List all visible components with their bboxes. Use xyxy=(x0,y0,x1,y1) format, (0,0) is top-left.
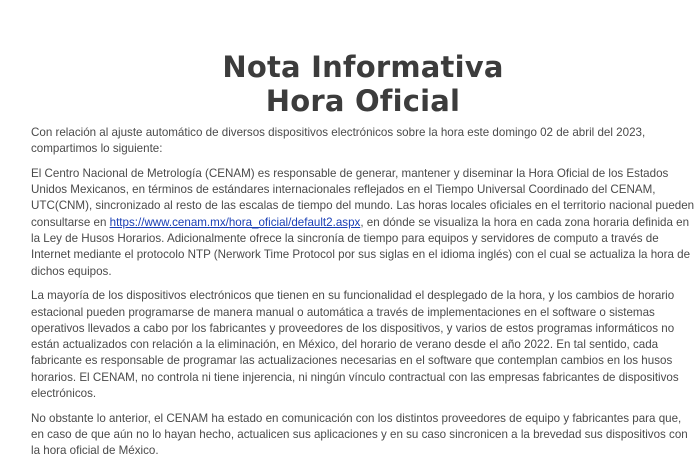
title-line-2: Hora Oficial xyxy=(265,84,461,118)
document-page xyxy=(31,50,695,468)
title-line-1: Nota Informativa xyxy=(222,50,504,84)
paragraph-cenam-text-2: , en dónde se visualiza la hora en cada zona horaria definida en la Ley de Husos Horarios. Adicionalmente ofrece la sincronía de tiempo para equipos y servidores de computo a través de Internet mediante el protocolo NTP (Nerwork Time Protocol por sus siglas en el idioma inglés) con el cual se actualiza la hora de dichos equipos. xyxy=(31,215,691,278)
paragraph-cenam xyxy=(31,166,695,280)
document-body xyxy=(31,125,695,460)
paragraph-cenam-text-1: El Centro Nacional de Metrología (CENAM) es responsable de generar, mantener y diseminar la Hora Oficial de los Estados Unidos Mexicanos, en términos de estándares internacionales reflejados en el Tiempo Universal Coordinado del CENAM, UTC(CNM), sincronizado al resto de las escalas de tiempo del mundo. Las horas locales oficiales en el territorio nacional pueden consultarse en xyxy=(31,166,695,229)
paragraph-devices: La mayoría de los dispositivos electrónicos que tienen en su funcionalidad el desplegado de la hora, y los cambios de horario estacional pueden programarse de manera manual o automática a través de implementaciones en el software o sistemas operativos llevados a cabo por los fabricantes y proveedores de los dispositivos, y varios de estos programas informáticos no están actualizados con relación a la eliminación, en México, del horario de verano desde el año 2022. En tal sentido, cada fabricante es responsable de programar las actualizaciones necesarias en el software que contemplan cambios en los husos horarios. El CENAM, no controla ni tiene injerencia, ni ningún vínculo contractual con las empresas fabricantes de dispositivos electrónicos. xyxy=(31,289,679,401)
paragraph-communication: No obstante lo anterior, el CENAM ha estado en comunicación con los distintos proveedores de equipo y fabricantes para que, en caso de que aún no lo hayan hecho, actualicen sus aplicaciones y en su caso sincronicen a la brevedad sus dispositivos con la hora oficial de México. xyxy=(31,411,688,458)
paragraph-intro: Con relación al ajuste automático de diversos dispositivos electrónicos sobre la hora este domingo 02 de abril del 2023, compartimos lo siguiente: xyxy=(31,126,646,156)
hora-oficial-link[interactable]: https://www.cenam.mx/hora_oficial/default2.aspx xyxy=(109,215,361,229)
page-title xyxy=(31,50,695,118)
